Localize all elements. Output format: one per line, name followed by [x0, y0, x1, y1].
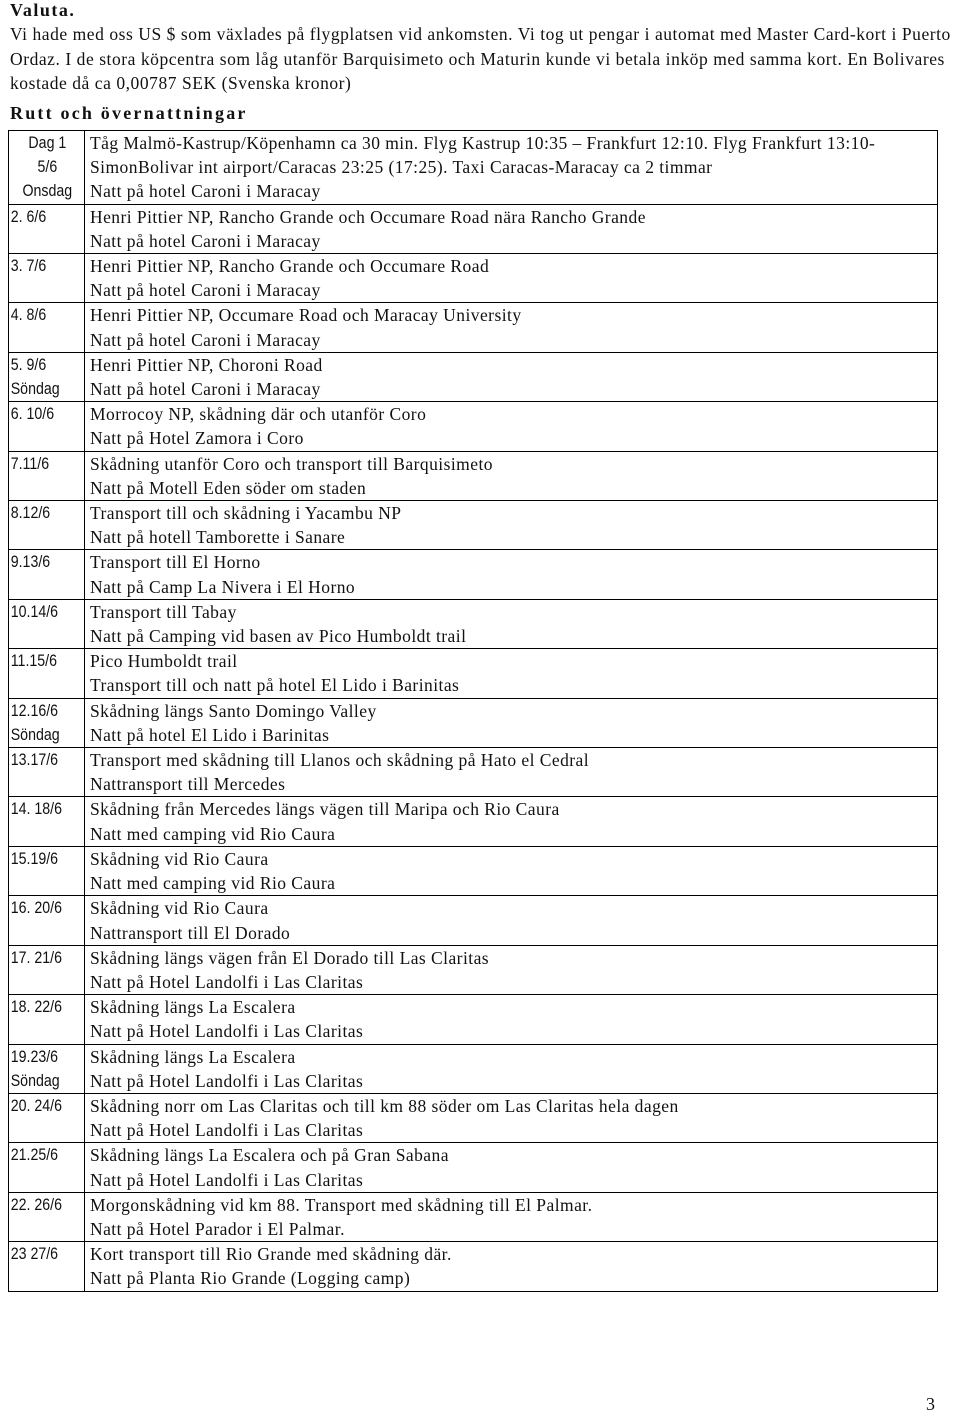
- route-activity: Henri Pittier NP, Rancho Grande och Occumare Road nära Rancho Grande: [90, 206, 646, 227]
- route-day-label: 13.17/6: [10, 751, 59, 770]
- route-day-cell: [9, 131, 85, 205]
- route-table-body: [9, 131, 938, 1292]
- route-day-label: 10.14/6: [10, 602, 59, 621]
- route-day-cell: [9, 995, 85, 1044]
- route-activity: Skådning längs vägen från El Dorado till Las Claritas: [90, 947, 490, 968]
- route-overnight: Natt på Camp La Nivera i El Horno: [90, 576, 356, 597]
- route-overnight: Natt på Camping vid basen av Pico Humboldt trail: [90, 626, 467, 647]
- route-overnight: Natt på Hotel Zamora i Coro: [90, 428, 304, 449]
- route-activity-cell: [85, 797, 938, 846]
- route-table: [8, 130, 938, 1292]
- route-day-label: 14. 18/6: [10, 800, 63, 819]
- route-overnight: Transport till och natt på hotel El Lido i Barinitas: [90, 675, 460, 696]
- route-day-cell: [9, 254, 85, 303]
- route-activity: Pico Humboldt trail: [90, 651, 238, 672]
- route-row: [9, 945, 938, 994]
- page-number: 3: [926, 1394, 935, 1414]
- route-activity-cell: [85, 945, 938, 994]
- route-row: [9, 254, 938, 303]
- route-day-cell: [9, 649, 85, 698]
- route-row: [9, 352, 938, 401]
- route-day-cell: [9, 1143, 85, 1192]
- route-day-label: 20. 24/6: [10, 1096, 63, 1115]
- route-activity: Skådning längs La Escalera: [90, 997, 296, 1018]
- route-activity-cell: [85, 896, 938, 945]
- route-day-label: 8.12/6: [10, 504, 51, 523]
- route-day-label: 19.23/6: [10, 1047, 59, 1066]
- route-day-cell: [9, 303, 85, 352]
- route-day-label: 2. 6/6: [10, 207, 47, 226]
- route-overnight: Natt på Hotel Landolfi i Las Claritas: [90, 1120, 364, 1141]
- route-overnight: Natt på Planta Rio Grande (Logging camp): [90, 1268, 411, 1289]
- route-day-label: Söndag: [10, 380, 60, 399]
- route-row: [9, 649, 938, 698]
- route-day-cell: [9, 1093, 85, 1142]
- route-activity-cell: [85, 1093, 938, 1142]
- route-day-label: 6. 10/6: [10, 405, 55, 424]
- route-row: [9, 451, 938, 500]
- route-day-label: 9.13/6: [10, 553, 51, 572]
- route-overnight: Natt med camping vid Rio Caura: [90, 823, 336, 844]
- route-row: [9, 748, 938, 797]
- route-activity: Henri Pittier NP, Choroni Road: [90, 354, 323, 375]
- route-day-label: 22. 26/6: [10, 1195, 63, 1214]
- route-row: [9, 1242, 938, 1291]
- route-day-label: Söndag: [10, 1071, 60, 1090]
- route-overnight: Natt på hotel Caroni i Maracay: [90, 280, 321, 301]
- route-day-cell: [9, 204, 85, 253]
- route-activity: Skådning vid Rio Caura: [90, 898, 269, 919]
- route-activity-cell: [85, 352, 938, 401]
- route-heading: Rutt och övernattningar: [10, 103, 248, 123]
- route-day-label: 12.16/6: [10, 701, 59, 720]
- route-activity: Henri Pittier NP, Rancho Grande och Occumare Road: [90, 256, 490, 277]
- route-row: [9, 599, 938, 648]
- route-overnight: Natt på Hotel Landolfi i Las Claritas: [90, 1070, 364, 1091]
- route-activity: Henri Pittier NP, Occumare Road och Maracay University: [90, 305, 522, 326]
- route-row: [9, 698, 938, 747]
- route-activity: Morrocoy NP, skådning där och utanför Coro: [90, 404, 427, 425]
- route-row: [9, 846, 938, 895]
- route-activity-cell: [85, 649, 938, 698]
- route-day-cell: [9, 550, 85, 599]
- route-activity-cell: [85, 550, 938, 599]
- route-overnight: Nattransport till Mercedes: [90, 774, 286, 795]
- route-activity: Transport till El Horno: [90, 552, 261, 573]
- route-row: [9, 896, 938, 945]
- route-activity-cell: [85, 1044, 938, 1093]
- route-day-label: Onsdag: [22, 182, 73, 201]
- route-row: [9, 550, 938, 599]
- route-day-cell: [9, 1192, 85, 1241]
- route-day-cell: [9, 698, 85, 747]
- route-overnight: Natt på Hotel Landolfi i Las Claritas: [90, 971, 364, 992]
- route-overnight: Natt på hotel Caroni i Maracay: [90, 181, 321, 202]
- route-day-label: 21.25/6: [10, 1146, 59, 1165]
- route-day-cell: [9, 1044, 85, 1093]
- route-day-cell: [9, 945, 85, 994]
- route-activity: Morgonskådning vid km 88. Transport med skådning till El Palmar.: [90, 1194, 593, 1215]
- route-row: [9, 1192, 938, 1241]
- route-activity: Tåg Malmö-Kastrup/Köpenhamn ca 30 min. Flyg Kastrup 10:35 – Frankfurt 12:10. Flyg Frankfurt 13:10-SimonBolivar int airport/Caracas 23:25 (17:25). Taxi Caracas-Maracay ca 2 timmar: [90, 133, 876, 178]
- route-overnight: Natt på Hotel Parador i El Palmar.: [90, 1218, 345, 1239]
- valuta-heading: Valuta.: [10, 0, 76, 20]
- route-overnight: Natt på hotel Caroni i Maracay: [90, 329, 321, 350]
- route-row: [9, 303, 938, 352]
- route-activity-cell: [85, 204, 938, 253]
- route-activity: Skådning från Mercedes längs vägen till Maripa och Rio Caura: [90, 799, 560, 820]
- route-activity: Skådning längs Santo Domingo Valley: [90, 700, 377, 721]
- route-day-cell: [9, 896, 85, 945]
- route-overnight: Natt på Hotel Landolfi i Las Claritas: [90, 1169, 364, 1190]
- route-activity: Skådning vid Rio Caura: [90, 848, 269, 869]
- route-row: [9, 131, 938, 205]
- route-activity-cell: [85, 599, 938, 648]
- route-day-label: 4. 8/6: [10, 306, 47, 325]
- route-overnight: Natt på Hotel Landolfi i Las Claritas: [90, 1021, 364, 1042]
- route-activity: Kort transport till Rio Grande med skådning där.: [90, 1244, 452, 1265]
- route-day-label: 17. 21/6: [10, 948, 63, 967]
- route-row: [9, 995, 938, 1044]
- route-day-label: 7.11/6: [10, 454, 50, 473]
- route-activity-cell: [85, 131, 938, 205]
- route-day-cell: [9, 748, 85, 797]
- route-activity-cell: [85, 995, 938, 1044]
- route-day-cell: [9, 402, 85, 451]
- valuta-paragraph: Vi hade med oss US $ som växlades på flygplatsen vid ankomsten. Vi tog ut pengar i automat med Master Card-kort i Puerto Ordaz. I de stora köpcentra som låg utanför Barquisimeto och Maturin kunde vi betala inköp med samma kort. En Bolivares kostade då ca 0,00787 SEK (Svenska kronor): [10, 24, 951, 93]
- route-row: [9, 1093, 938, 1142]
- route-activity-cell: [85, 254, 938, 303]
- route-activity-cell: [85, 451, 938, 500]
- route-overnight: Natt med camping vid Rio Caura: [90, 873, 336, 894]
- route-activity-cell: [85, 303, 938, 352]
- route-day-cell: [9, 501, 85, 550]
- route-overnight: Natt på Motell Eden söder om staden: [90, 477, 367, 498]
- route-activity-cell: [85, 748, 938, 797]
- route-overnight: Natt på hotel Caroni i Maracay: [90, 230, 321, 251]
- route-activity-cell: [85, 1143, 938, 1192]
- route-activity: Skådning utanför Coro och transport till Barquisimeto: [90, 453, 493, 474]
- route-day-cell: [9, 797, 85, 846]
- route-overnight: Nattransport till El Dorado: [90, 922, 291, 943]
- route-day-label: Dag 1: [28, 134, 67, 152]
- route-activity: Skådning norr om Las Claritas och till km 88 söder om Las Claritas hela dagen: [90, 1095, 679, 1116]
- route-overnight: Natt på hotel Caroni i Maracay: [90, 379, 321, 400]
- route-activity-cell: [85, 402, 938, 451]
- route-day-label: 18. 22/6: [10, 998, 63, 1017]
- route-overnight: Natt på hotell Tamborette i Sanare: [90, 527, 346, 548]
- route-activity: Skådning längs La Escalera och på Gran Sabana: [90, 1145, 449, 1166]
- route-day-label: Söndag: [10, 725, 60, 744]
- route-day-cell: [9, 451, 85, 500]
- route-row: [9, 204, 938, 253]
- route-activity: Transport till Tabay: [90, 601, 237, 622]
- route-day-label: 5/6: [37, 158, 58, 177]
- route-activity-cell: [85, 501, 938, 550]
- route-activity: Transport med skådning till Llanos och skådning på Hato el Cedral: [90, 750, 590, 771]
- route-row: [9, 402, 938, 451]
- route-day-label: 3. 7/6: [10, 257, 47, 276]
- route-activity: Transport till och skådning i Yacambu NP: [90, 503, 402, 524]
- route-day-cell: [9, 846, 85, 895]
- route-day-cell: [9, 1242, 85, 1291]
- route-day-cell: [9, 599, 85, 648]
- route-activity-cell: [85, 1192, 938, 1241]
- route-day-label: 16. 20/6: [10, 899, 63, 918]
- route-day-label: 23 27/6: [10, 1245, 59, 1264]
- route-activity-cell: [85, 698, 938, 747]
- route-row: [9, 1044, 938, 1093]
- route-row: [9, 797, 938, 846]
- route-activity-cell: [85, 846, 938, 895]
- route-day-label: 15.19/6: [10, 849, 59, 868]
- route-day-cell: [9, 352, 85, 401]
- route-day-label: 11.15/6: [10, 652, 58, 671]
- route-activity: Skådning längs La Escalera: [90, 1046, 296, 1067]
- route-row: [9, 1143, 938, 1192]
- route-overnight: Natt på hotel El Lido i Barinitas: [90, 724, 330, 745]
- route-row: [9, 501, 938, 550]
- route-day-label: 5. 9/6: [10, 355, 47, 374]
- route-activity-cell: [85, 1242, 938, 1291]
